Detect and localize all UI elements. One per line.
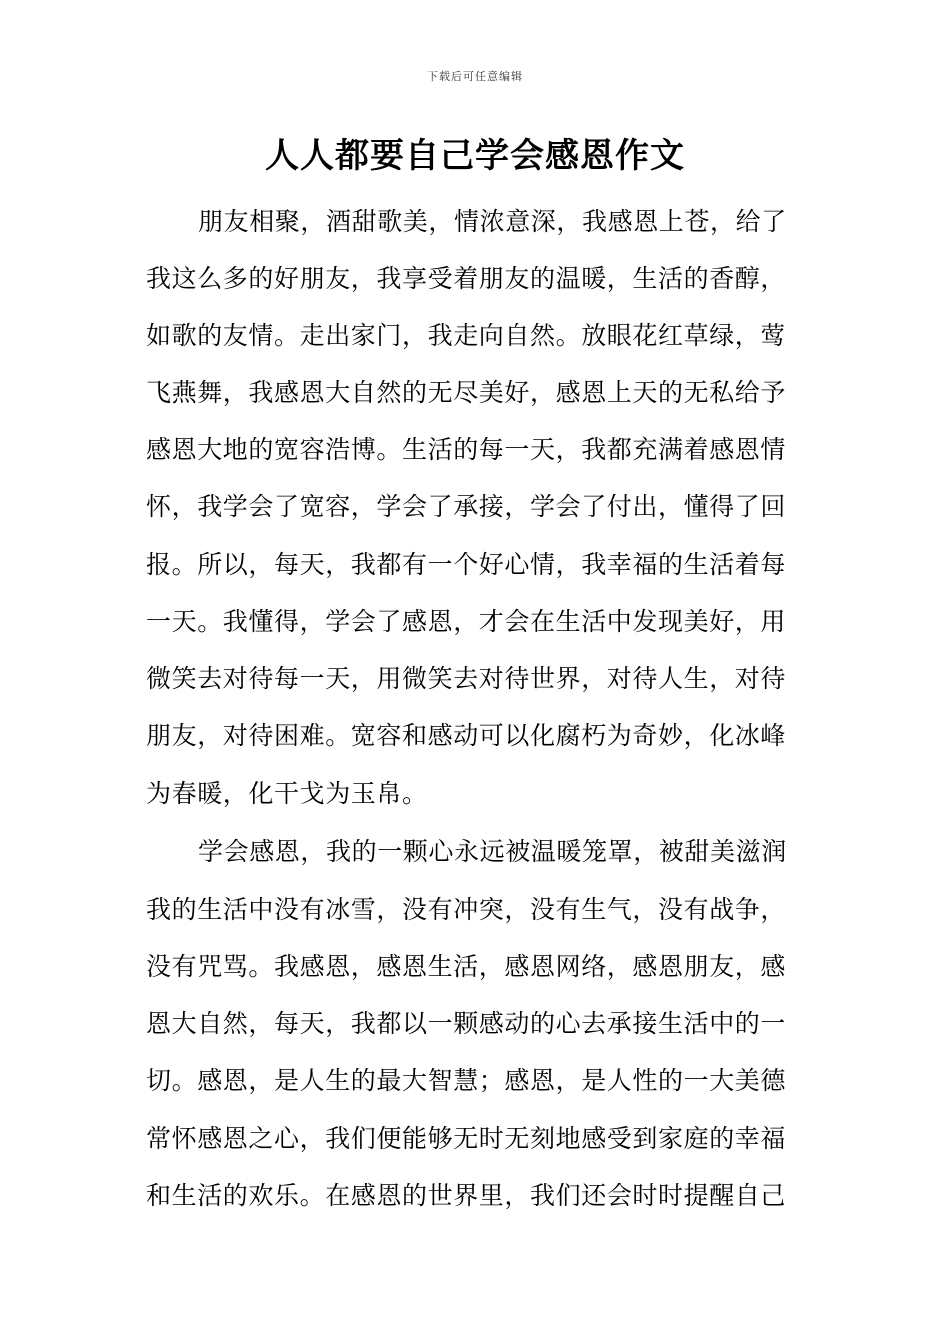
paragraph-2-line-3: 没有咒骂。我感恩，感恩生活，感恩网络，感恩朋友，感 [146, 952, 787, 981]
paragraph-2-line-6: 常怀感恩之心，我们便能够无时无刻地感受到家庭的幸福 [146, 1124, 787, 1153]
paragraph-2-line-1: 学会感恩，我的一颗心永远被温暖笼罩，被甜美滋润 [198, 837, 787, 866]
paragraph-1-line-8: 一天。我懂得，学会了感恩，才会在生活中发现美好，用 [146, 607, 787, 636]
paragraph-2-line-7: 和生活的欢乐。在感恩的世界里，我们还会时时提醒自己 [146, 1181, 787, 1210]
page-title: 人人都要自己学会感恩作文 [265, 136, 685, 176]
paragraph-2-line-5: 切。感恩，是人生的最大智慧；感恩，是人性的一大美德 [146, 1066, 787, 1095]
paragraph-1-line-11: 为春暖，化干戈为玉帛。 [146, 779, 428, 808]
paragraph-2-line-2: 我的生活中没有冰雪，没有冲突，没有生气，没有战争， [146, 895, 787, 924]
header-note: 下载后可任意编辑 [427, 70, 523, 83]
paragraph-2-line-4: 恩大自然，每天，我都以一颗感动的心去承接生活中的一 [146, 1009, 787, 1038]
paragraph-1-line-7: 报。所以，每天，我都有一个好心情，我幸福的生活着每 [146, 550, 787, 579]
paragraph-1-line-5: 感恩大地的宽容浩博。生活的每一天，我都充满着感恩情 [146, 435, 787, 464]
paragraph-1-line-1: 朋友相聚，酒甜歌美，情浓意深，我感恩上苍，给了 [198, 207, 787, 236]
paragraph-1-line-2: 我这么多的好朋友，我享受着朋友的温暖，生活的香醇， [146, 264, 787, 293]
paragraph-1-line-4: 飞燕舞，我感恩大自然的无尽美好，感恩上天的无私给予 [146, 378, 787, 407]
paragraph-1-line-3: 如歌的友情。走出家门，我走向自然。放眼花红草绿，莺 [146, 321, 787, 350]
paragraph-1-line-10: 朋友，对待困难。宽容和感动可以化腐朽为奇妙，化冰峰 [146, 721, 787, 750]
paragraph-1-line-9: 微笑去对待每一天，用微笑去对待世界，对待人生，对待 [146, 664, 787, 693]
paragraph-1-line-6: 怀，我学会了宽容，学会了承接，学会了付出，懂得了回 [146, 492, 787, 521]
